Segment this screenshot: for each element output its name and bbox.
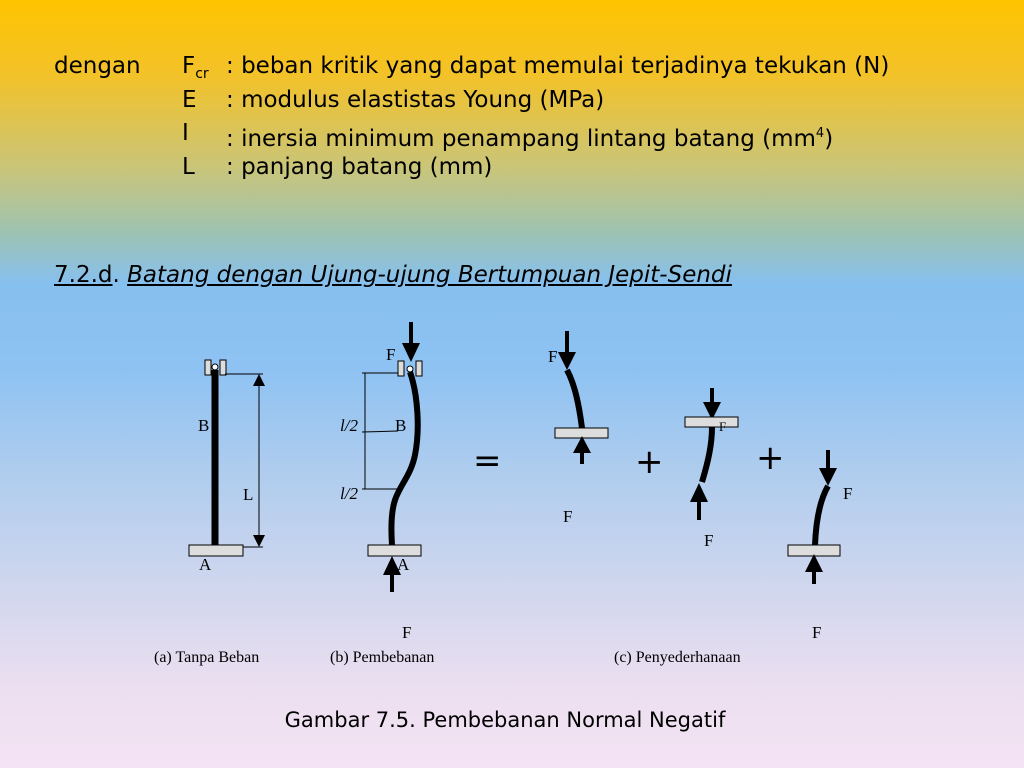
load-arrow-top-head <box>402 343 420 362</box>
pin-support-left <box>205 360 211 375</box>
column-loaded <box>340 322 422 642</box>
label-c1-F-top: F <box>548 347 558 366</box>
load-arrow-top-head <box>558 352 576 370</box>
caption-a: (a) Tanpa Beban <box>154 649 260 666</box>
symbol-e: E <box>182 87 197 113</box>
support-plate <box>685 417 738 427</box>
label-c3-F-right: F <box>843 484 853 503</box>
definition-intro: dengan <box>54 53 141 79</box>
section-heading: 7.2.d. Batang dengan Ujung-ujung Bertumpuan Jepit-Sendi <box>54 262 732 288</box>
label-c1-F-bottom: F <box>563 507 573 526</box>
fixed-support-base <box>368 545 421 556</box>
load-arrow-bottom-head <box>805 554 823 572</box>
plus-sign-1: + <box>635 442 664 482</box>
label-b-half-2: l/2 <box>340 484 358 503</box>
label-b-A: A <box>397 555 410 574</box>
load-arrow-bottom-head <box>690 483 708 502</box>
symbol-i: I <box>182 120 189 146</box>
label-a-B: B <box>198 416 210 435</box>
dim-arrow-top <box>253 374 265 386</box>
half-ext-mid <box>362 431 398 432</box>
label-c2-F-mid: F <box>719 419 727 434</box>
label-b-half-1: l/2 <box>340 416 358 435</box>
dim-arrow-bottom <box>253 535 265 547</box>
figure-caption: Gambar 7.5. Pembebanan Normal Negatif <box>284 708 726 732</box>
definition-text-e: : modulus elastistas Young (MPa) <box>226 87 605 113</box>
symbol-fcr: $F_{cr}$ <box>182 53 209 82</box>
label-a-L: L <box>243 485 254 504</box>
fixed-support-base <box>189 545 243 556</box>
load-arrow-bottom-head <box>573 436 591 453</box>
column-unloaded <box>189 360 265 574</box>
label-c2-F: F <box>704 531 714 550</box>
pin-hinge <box>212 364 218 370</box>
label-b-B: B <box>395 416 407 435</box>
simplified-part-1 <box>548 331 608 526</box>
plus-sign-2: + <box>756 438 785 478</box>
symbol-l: L <box>182 154 195 180</box>
definition-text-i: : inersia minimum penampang lintang batang $(mm^4)$ <box>226 126 834 152</box>
column-segment <box>702 427 712 482</box>
label-b-F-bottom: F <box>402 623 412 642</box>
buckled-column <box>391 372 417 545</box>
simplified-part-2 <box>685 388 738 550</box>
label-c3-F-bottom: F <box>812 623 822 642</box>
label-b-F-top: F <box>386 345 396 364</box>
simplified-part-3 <box>788 450 852 642</box>
caption-b: (b) Pembebanan <box>330 649 435 666</box>
equals-sign: = <box>473 441 502 481</box>
label-a-A: A <box>199 555 212 574</box>
definition-text-l: : panjang batang (mm) <box>226 154 493 180</box>
pin-support-right <box>416 361 422 376</box>
support-plate <box>555 428 608 438</box>
column-segment <box>815 486 828 545</box>
definition-text-fcr: : beban kritik yang dapat memulai terjadinya tekukan (N) <box>226 53 890 79</box>
load-arrow-top-head <box>819 468 837 486</box>
caption-c: (c) Penyederhanaan <box>614 649 741 666</box>
column-segment <box>567 370 582 428</box>
pin-support-left <box>398 361 404 376</box>
pin-support-right <box>220 360 226 375</box>
pin-hinge <box>407 366 413 372</box>
